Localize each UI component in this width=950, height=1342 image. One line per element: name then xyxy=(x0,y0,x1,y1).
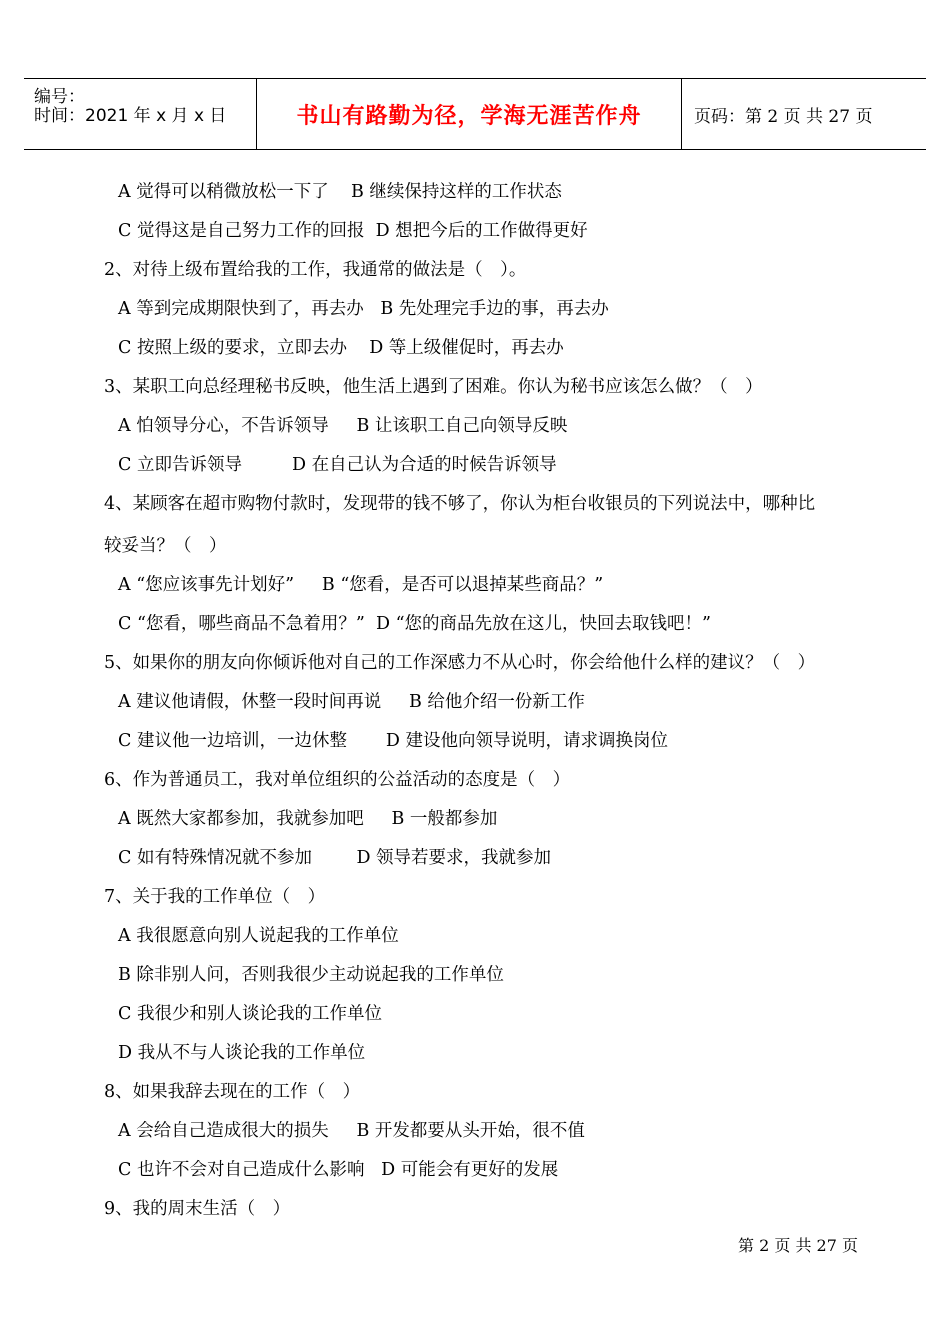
question-line: 3、某职工向总经理秘书反映，他生活上遇到了困难。你认为秘书应该怎么做？（ ） xyxy=(104,377,763,397)
option-line: C 按照上级的要求，立即去办 D 等上级催促时，再去办 xyxy=(118,338,564,358)
option-line: A 等到完成期限快到了，再去办 B 先处理完手边的事，再去办 xyxy=(118,299,609,319)
document-number-label: 编号： xyxy=(34,87,85,107)
option-line: C 建议他一边培训，一边休整 D 建设他向领导说明，请求调换岗位 xyxy=(118,731,668,751)
page-header xyxy=(24,78,926,150)
option-line: C 也许不会对自己造成什么影响 D 可能会有更好的发展 xyxy=(118,1160,559,1180)
option-line: C 我很少和别人谈论我的工作单位 xyxy=(118,1004,382,1024)
question-line: 9、我的周末生活（ ） xyxy=(104,1199,291,1219)
question-line-continued: 较妥当？（ ） xyxy=(104,536,227,556)
option-line: A “您应该事先计划好” B “您看，是否可以退掉某些商品？” xyxy=(118,575,604,595)
question-line: 7、关于我的工作单位（ ） xyxy=(104,887,326,907)
question-line: 6、作为普通员工，我对单位组织的公益活动的态度是（ ） xyxy=(104,770,571,790)
option-line: A 会给自己造成很大的损失 B 开发都要从头开始，很不值 xyxy=(118,1121,585,1141)
option-line: C 觉得这是自己努力工作的回报 D 想把今后的工作做得更好 xyxy=(118,221,588,241)
question-line: 2、对待上级布置给我的工作，我通常的做法是（ ）。 xyxy=(104,260,527,280)
option-line: C “您看，哪些商品不急着用？” D “您的商品先放在这儿，快回去取钱吧！” xyxy=(118,614,711,634)
page-footer: 第 2 页 共 27 页 xyxy=(738,1236,858,1255)
option-line: A 我很愿意向别人说起我的工作单位 xyxy=(118,926,399,946)
question-line: 4、某顾客在超市购物付款时，发现带的钱不够了，你认为柜台收银员的下列说法中，哪种比 xyxy=(104,494,816,514)
header-page-cell xyxy=(682,79,926,149)
option-line: A 怕领导分心，不告诉领导 B 让该职工自己向领导反映 xyxy=(118,416,568,436)
option-line: A 觉得可以稍微放松一下了 B 继续保持这样的工作状态 xyxy=(118,182,562,202)
option-line: B 除非别人问，否则我很少主动说起我的工作单位 xyxy=(118,965,504,985)
option-line: A 建议他请假，休整一段时间再说 B 给他介绍一份新工作 xyxy=(118,692,585,712)
header-meta xyxy=(24,79,256,149)
question-line: 5、如果你的朋友向你倾诉他对自己的工作深感力不从心时，你会给他什么样的建议？（ ） xyxy=(104,653,816,673)
header-motto-cell xyxy=(256,79,682,149)
document-time-label: 时间：2021 年 x 月 x 日 xyxy=(34,106,227,126)
option-line: D 我从不与人谈论我的工作单位 xyxy=(118,1043,366,1063)
header-motto: 书山有路勤为径，学海无涯苦作舟 xyxy=(296,102,642,129)
option-line: C 如有特殊情况就不参加 D 领导若要求，我就参加 xyxy=(118,848,552,868)
header-page-info: 页码：第 2 页 共 27 页 xyxy=(694,106,873,127)
option-line: A 既然大家都参加，我就参加吧 B 一般都参加 xyxy=(118,809,498,829)
question-line: 8、如果我辞去现在的工作（ ） xyxy=(104,1082,361,1102)
option-line: C 立即告诉领导 D 在自己认为合适的时候告诉领导 xyxy=(118,455,557,475)
